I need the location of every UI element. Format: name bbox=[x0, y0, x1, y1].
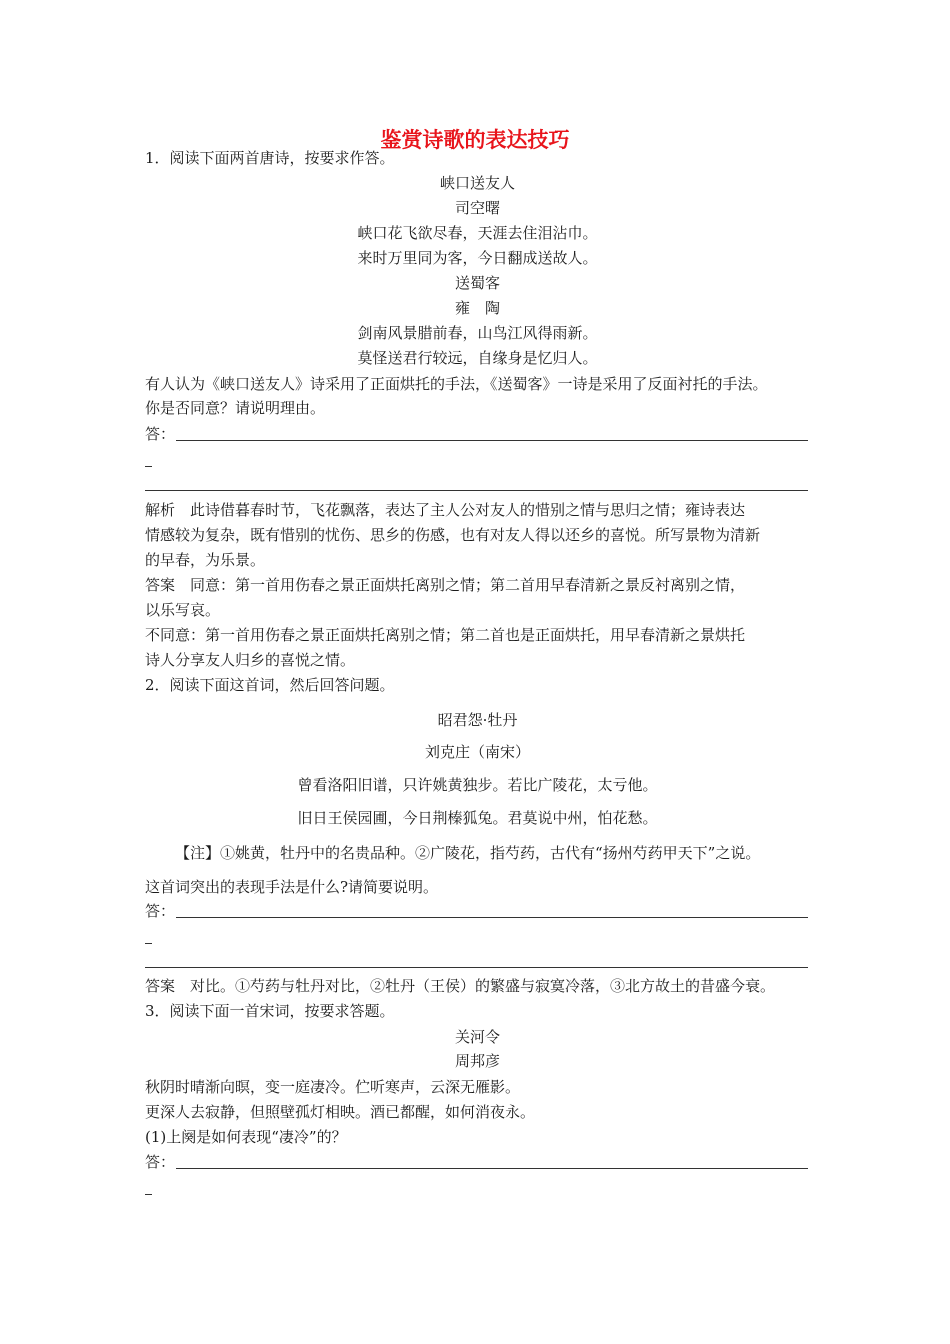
q3-answer-dash bbox=[145, 1194, 152, 1195]
q2-stem: 2．阅读下面这首词，然后回答问题。 bbox=[145, 676, 395, 694]
q3-answer-label: 答： bbox=[145, 1153, 176, 1171]
q3-answer-line[interactable] bbox=[176, 1168, 808, 1169]
q3-sub1-question: (1)上阕是如何表现“凄冷”的？ bbox=[145, 1128, 347, 1146]
q2-poem-title: 昭君怨·牡丹 bbox=[437, 711, 518, 729]
q1-key-line4: 诗人分享友人归乡的喜悦之情。 bbox=[145, 651, 356, 669]
q2-note: 【注】①姚黄，牡丹中的名贵品种。②广陵花，指芍药，古代有“扬州芍药甲天下”之说。 bbox=[175, 844, 761, 862]
q1-poem2-line2: 莫怪送君行较远，自缘身是忆归人。 bbox=[357, 349, 598, 367]
q1-poem1-line2: 来时万里同为客，今日翻成送故人。 bbox=[357, 249, 598, 267]
q1-key-line1: 答案 同意：第一首用伤春之景正面烘托离别之情；第二首用早春清新之景反衬离别之情， bbox=[145, 576, 746, 594]
q2-answer-line[interactable] bbox=[176, 917, 808, 918]
q1-poem2-line1: 剑南风景腊前春，山鸟江风得雨新。 bbox=[357, 324, 598, 342]
q1-question-line2: 你是否同意？请说明理由。 bbox=[145, 399, 326, 417]
page-title: 鉴赏诗歌的表达技巧 bbox=[380, 128, 570, 152]
q3-poem-title: 关河令 bbox=[454, 1028, 500, 1046]
q3-stem: 3．阅读下面一首宋词，按要求答题。 bbox=[145, 1002, 395, 1020]
q1-poem1-author: 司空曙 bbox=[454, 199, 500, 217]
q1-poem1-line1: 峡口花飞欲尽春，天涯去住泪沾巾。 bbox=[357, 224, 598, 242]
q1-answer-label: 答： bbox=[145, 425, 176, 443]
q1-answer-line-2[interactable] bbox=[145, 490, 808, 491]
q1-key-line3: 不同意：第一首用伤春之景正面烘托离别之情；第二首也是正面烘托，用早春清新之景烘托 bbox=[145, 626, 746, 644]
q1-analysis-line3: 的早春，为乐景。 bbox=[145, 551, 266, 569]
q1-poem2-title: 送蜀客 bbox=[454, 274, 500, 292]
q2-poem-line1: 曾看洛阳旧谱，只许姚黄独步。若比广陵花，太亏他。 bbox=[297, 776, 658, 794]
q3-poem-line2: 更深人去寂静，但照壁孤灯相映。酒已都醒，如何消夜永。 bbox=[145, 1103, 536, 1121]
q2-question: 这首词突出的表现手法是什么?请简要说明。 bbox=[145, 878, 439, 896]
q1-question-line1: 有人认为《峡口送友人》诗采用了正面烘托的手法，《送蜀客》一诗是采用了反面衬托的手法。 bbox=[145, 375, 768, 393]
q2-key: 答案 对比。①芍药与牡丹对比，②牡丹（王侯）的繁盛与寂寞冷落，③北方故土的昔盛今衰。 bbox=[145, 977, 776, 995]
q2-answer-dash bbox=[145, 943, 152, 944]
q1-stem: 1．阅读下面两首唐诗，按要求作答。 bbox=[145, 149, 395, 167]
q2-answer-line-2[interactable] bbox=[145, 967, 808, 968]
q1-poem1-title: 峡口送友人 bbox=[439, 174, 515, 192]
q3-poem-author: 周邦彦 bbox=[454, 1052, 500, 1070]
q1-poem2-author: 雍 陶 bbox=[454, 299, 500, 317]
q1-analysis-line2: 情感较为复杂，既有惜别的忧伤、思乡的伤感，也有对友人得以还乡的喜悦。所写景物为清新 bbox=[145, 526, 761, 544]
q2-poem-author: 刘克庄（南宋） bbox=[424, 743, 530, 761]
q1-answer-line[interactable] bbox=[176, 440, 808, 441]
q3-poem-line1: 秋阴时晴渐向暝，变一庭凄冷。伫听寒声，云深无雁影。 bbox=[145, 1078, 521, 1096]
q2-answer-label: 答： bbox=[145, 902, 176, 920]
q1-analysis-line1: 解析 此诗借暮春时节，飞花飘落，表达了主人公对友人的惜别之情与思归之情；雍诗表达 bbox=[145, 501, 746, 519]
q1-answer-dash bbox=[145, 466, 152, 467]
q1-key-line2: 以乐写哀。 bbox=[145, 601, 221, 619]
q2-poem-line2: 旧日王侯园圃，今日荆榛狐兔。君莫说中州，怕花愁。 bbox=[297, 809, 658, 827]
